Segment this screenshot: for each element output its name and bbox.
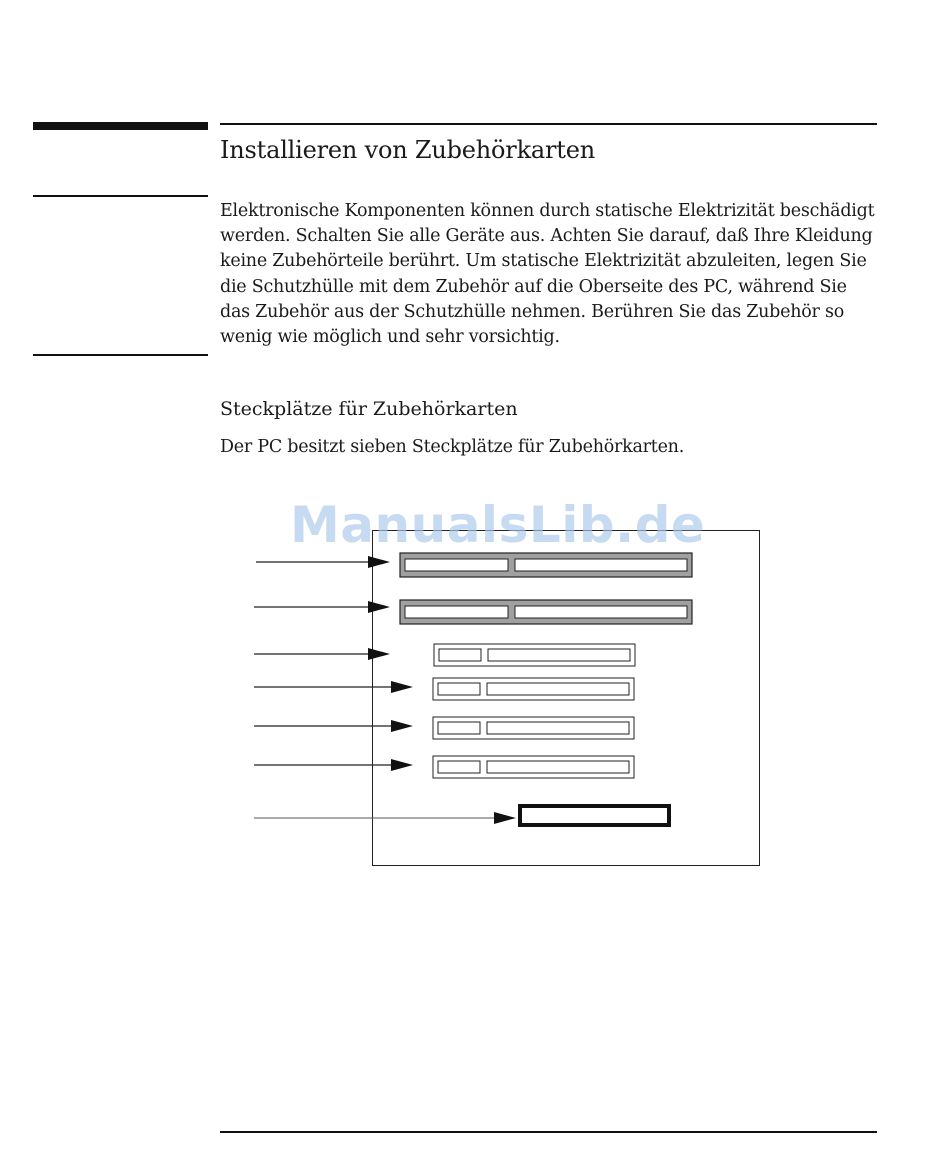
arrow-slot-4 bbox=[254, 681, 413, 693]
slot-5 bbox=[433, 717, 634, 739]
slot-4-connector-a bbox=[438, 683, 480, 695]
footer-rule bbox=[220, 1131, 877, 1133]
slot-3-connector-b bbox=[488, 649, 630, 661]
watermark-logo: ManualsLib.de bbox=[290, 496, 706, 554]
arrow-slot-6 bbox=[254, 759, 413, 771]
slot-5-connector-a bbox=[438, 722, 480, 734]
subsection-title: Steckplätze für Zubehörkarten bbox=[220, 398, 518, 420]
slot-3 bbox=[434, 644, 635, 666]
slot-1-connector-a bbox=[405, 559, 508, 571]
arrow-slot-5 bbox=[254, 720, 413, 732]
slot-6-connector-a bbox=[438, 761, 480, 773]
slot-4-connector-b bbox=[487, 683, 629, 695]
warning-text: Elektronische Komponenten können durch statische Elektrizität beschädigt werden. Schalten Sie alle Geräte aus. Achten Sie darauf, daß Ihre Kleidung keine Zubehörteile berührt. Um statische Elektrizität abzuleiten, legen Sie die Schutzhülle mit dem Zubehör auf die Oberseite des PC, während Sie das Zubehör aus der Schutzhülle nehmen. Berühren Sie das Zubehör so wenig wie möglich und sehr vorsichtig. bbox=[220, 201, 875, 348]
slot-2 bbox=[400, 600, 692, 624]
arrow-slot-1 bbox=[256, 556, 390, 568]
slot-5-connector-b bbox=[487, 722, 629, 734]
arrow-slot-3 bbox=[254, 648, 390, 660]
arrow-slot-2 bbox=[254, 601, 390, 613]
slot-1-connector-b bbox=[515, 559, 687, 571]
slot-2-connector-a bbox=[405, 606, 508, 618]
slot-6-connector-b bbox=[487, 761, 629, 773]
slot-7 bbox=[520, 806, 669, 825]
slot-7-frame bbox=[520, 806, 669, 825]
section-title: Installieren von Zubehörkarten bbox=[220, 136, 596, 164]
slot-2-connector-b bbox=[515, 606, 687, 618]
intro-text: Der PC besitzt sieben Steckplätze für Zubehörkarten. bbox=[220, 437, 685, 457]
slot-1 bbox=[400, 553, 692, 577]
arrow-slot-7 bbox=[254, 812, 516, 824]
slot-4 bbox=[433, 678, 634, 700]
slot-6 bbox=[433, 756, 634, 778]
slot-3-connector-a bbox=[439, 649, 481, 661]
